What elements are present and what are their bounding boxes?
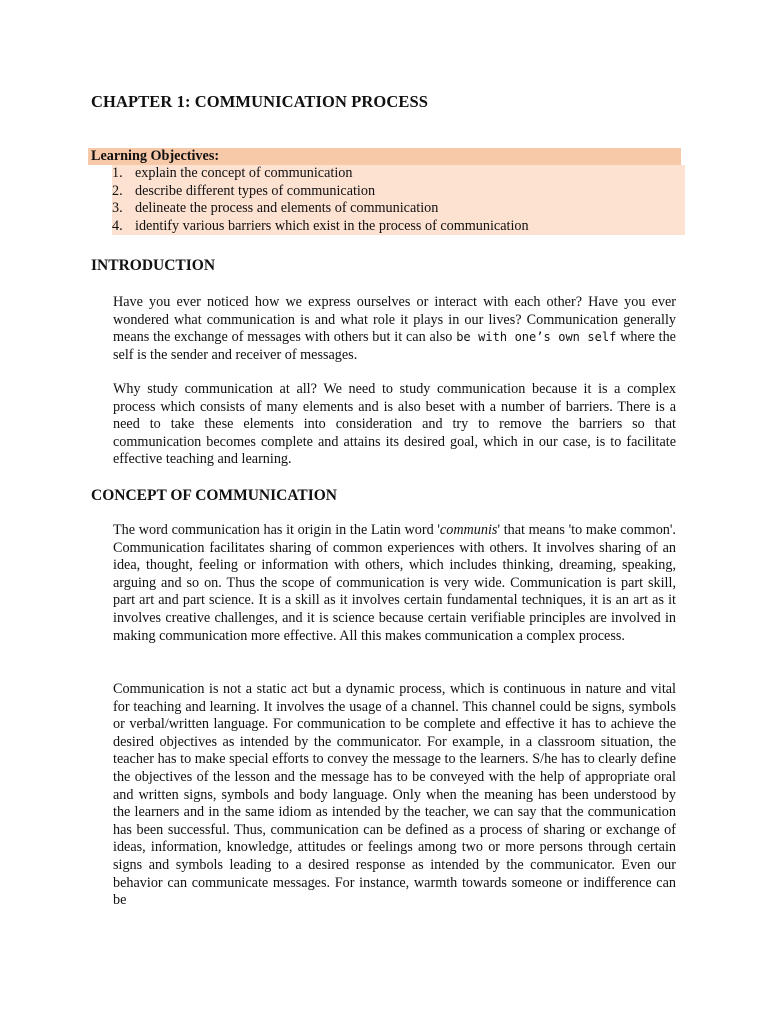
objective-item: 3. delineate the process and elements of communication [112,200,439,216]
chapter-title: CHAPTER 1: COMMUNICATION PROCESS [91,92,429,111]
learning-objectives-box [88,148,681,235]
learning-objectives-header: Learning Objectives: [88,148,681,165]
introduction-paragraph-1: Have you ever noticed how we express ourselves or interact with each other? Have you ever wondered what communication is and what role it plays in our lives? Communication generally means the exchange of messages with others but it can also be with one’s own self where the self is the sender and receiver of messages. [113,294,676,363]
introduction-heading: INTRODUCTION [91,257,216,274]
objective-item: 2. describe different types of communication [112,182,376,199]
concept-paragraph-1: The word communication has it origin in the Latin word 'communis' that means 'to make common'. Communication facilitates sharing of common experiences with others. It involves sharing of an idea, thought, feeling or information with others, which includes thinking, dreaming, speaking, arguing and so on. Thus the scope of communication is very wide. Communication is part skill, part art and part science. It is a skill as it involves certain fundamental techniques, it is an art as it involves creative challenges, and it is science because certain verifiable principles are involved in making communication more effective. All this makes communication a complex process. [113,522,676,644]
introduction-paragraph-2: Why study communication at all? We need to study communication because it is a complex process which consists of many elements and is also beset with a number of barriers. There is a need to take these elements into consideration and try to remove the barriers so that communication becomes complete and attains its desired goal, which in our case, is to facilitate effective teaching and learning. [113,381,676,468]
objective-item: 1. explain the concept of communication [112,165,353,181]
concept-paragraph-2: Communication is not a static act but a dynamic process, which is continuous in nature and vital for teaching and learning. It involves the usage of a channel. This channel could be signs, symbols or verbal/written language. For communication to be complete and effective it has to achieve the desired objectives as intended by the communicator. For example, in a classroom situation, the teacher has to make special efforts to convey the message to the learners. S/he has to clearly define the objectives of the lesson and the message has to be conveyed with the help of appropriate oral and written signs, symbols and body language. Only when the meaning has been understood by the learners and in the same idiom as intended by the teacher, we can say that the communication has been successful. Thus, communication can be defined as a process of sharing or exchange of ideas, information, knowledge, attitudes or feelings among two or more persons through certain signs and symbols leading to a desired response as intended by the communicator. Even our behavior can communicate messages. For instance, warmth towards someone or indifference can be [113,681,676,909]
objective-item: 4. identify various barriers which exist in the process of communication [112,217,529,234]
concept-heading: CONCEPT OF COMMUNICATION [91,487,337,504]
objectives-list [112,165,685,235]
